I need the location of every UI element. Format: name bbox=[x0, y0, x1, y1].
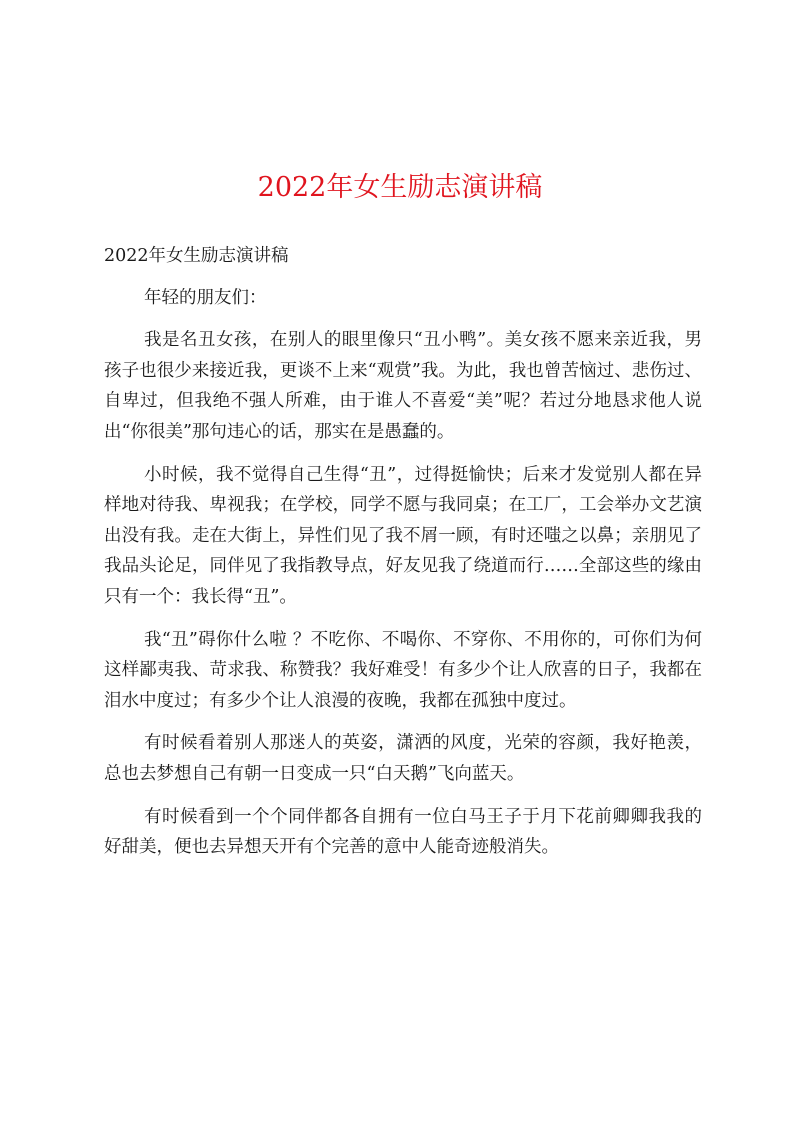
document-subtitle: 2022年女生励志演讲稿 bbox=[104, 246, 289, 266]
document-body bbox=[104, 241, 702, 875]
body-paragraph-4: 有时候看着别人那迷人的英姿，潇洒的风度，光荣的容颜，我好艳羡，总也去梦想自己有朝一日变成一只“白天鹅”飞向蓝天。 bbox=[104, 733, 702, 784]
body-paragraph-5: 有时候看到一个个同伴都各自拥有一位白马王子于月下花前卿卿我我的好甜美，便也去异想天开有个完善的意中人能奇迹般消失。 bbox=[104, 806, 702, 858]
greeting-paragraph: 年轻的朋友们： bbox=[144, 287, 267, 308]
document-title: 2022年女生励志演讲稿 bbox=[257, 172, 543, 203]
body-paragraph-2: 小时候，我不觉得自己生得“丑”，过得挺愉快；后来才发觉别人都在异样地对待我、卑视我；在学校，同学不愿与我同桌；在工厂，工会举办文艺演出没有我。走在大街上，异性们见了我不屑一顾，有时还嗤之以鼻；亲朋见了我品头论足，同伴见了我指教导点，好友见我了绕道而行……全部这些的缘由只有一个：我长得“丑”。 bbox=[104, 464, 702, 607]
body-paragraph-1: 我是名丑女孩，在别人的眼里像只“丑小鸭”。美女孩不愿来亲近我，男孩子也很少来接近我，更谈不上来“观赏”我。为此，我也曾苦恼过、悲伤过、自卑过，但我绝不强人所难，由于谁人不喜爱“美”呢？若过分地恳求他人说出“你很美”那句违心的话，那实在是愚蠢的。 bbox=[104, 330, 702, 442]
body-paragraph-3: 我“丑”碍你什么啦 ？不吃你、不喝你、不穿你、不用你的，可你们为何这样鄙夷我、苛求我、称赞我？我好难受！有多少个让人欣喜的日子，我都在泪水中度过；有多少个让人浪漫的夜晚，我都在孤独中度过。 bbox=[104, 629, 702, 711]
